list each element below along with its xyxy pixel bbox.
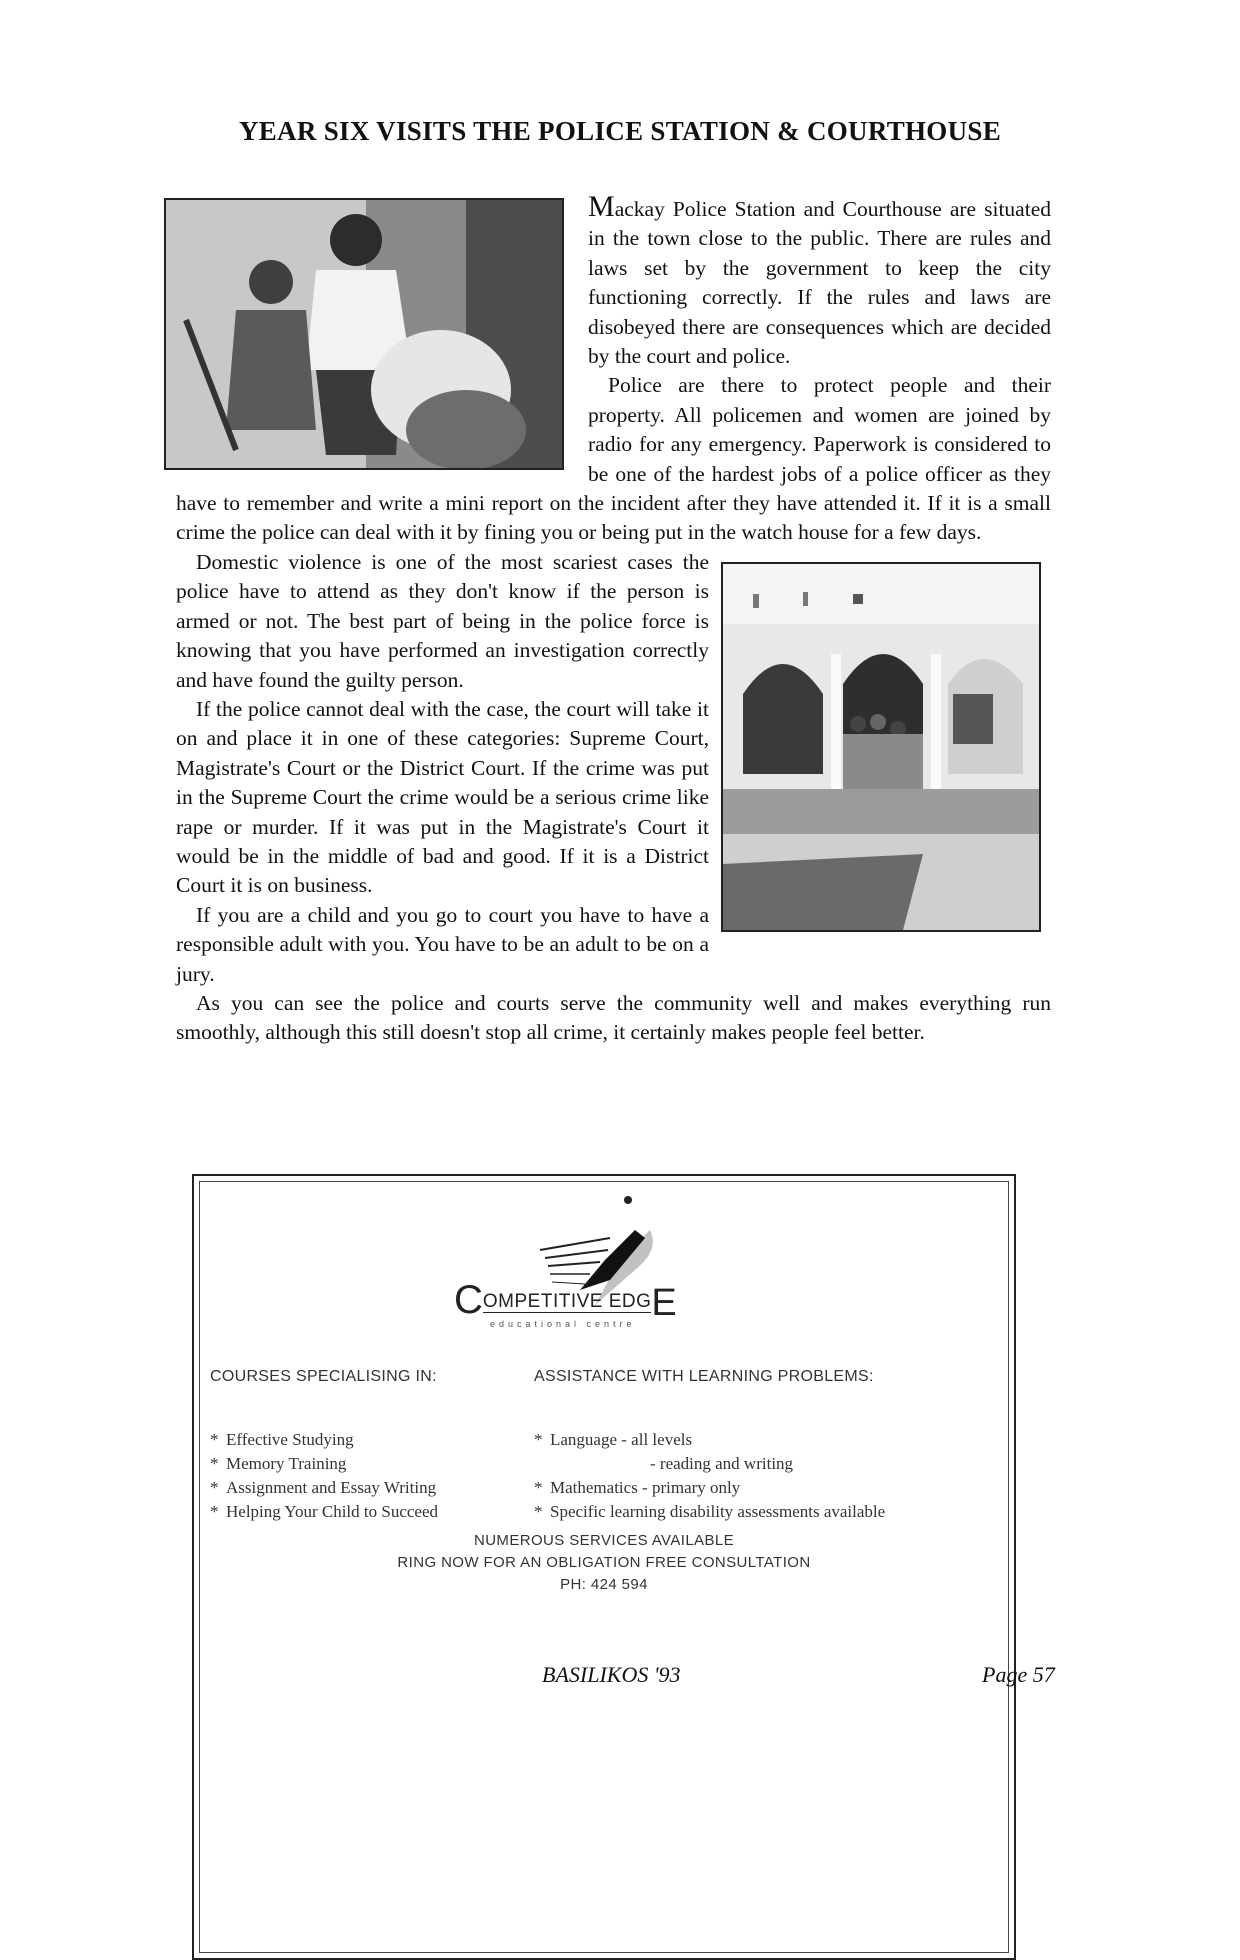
photo-police-officer-with-students	[164, 198, 564, 470]
advertisement-closing	[200, 1530, 1008, 1596]
courses-heading: COURSES SPECIALISING IN:	[210, 1368, 437, 1385]
courses-list	[210, 1428, 438, 1524]
logo-letter-c: C	[454, 1278, 483, 1322]
logo-letter-e: E	[651, 1282, 677, 1324]
consultation-line: RING NOW FOR AN OBLIGATION FREE CONSULTATION	[397, 1554, 811, 1571]
paragraph-6: As you can see the police and courts serve the community well and makes everything run smoothly, although this still doesn't stop all crime, it certainly makes people feel better.	[176, 990, 1051, 1045]
assistance-heading: ASSISTANCE WITH LEARNING PROBLEMS:	[534, 1368, 874, 1385]
paragraph-3: Domestic violence is one of the most scariest cases the police have to attend as they don't know if the person is armed or not. The best part of being in the police force is knowing that you have performed an investigation correctly and have found the guilty person.	[176, 549, 709, 692]
services-line: NUMEROUS SERVICES AVAILABLE	[473, 1532, 735, 1549]
list-item: * Mathematics - primary only	[534, 1476, 885, 1500]
list-item: * Helping Your Child to Succeed	[210, 1500, 438, 1524]
logo-subtitle: educational centre	[490, 1319, 636, 1329]
logo-name: OMPETITIVE EDG	[482, 1291, 652, 1312]
phone-number: PH: 424 594	[560, 1576, 648, 1593]
paragraph-4: If the police cannot deal with the case, the court will take it on and place it in one of these categories: Supreme Court, Magistrate's Court or the District Court. If the crime was put in the Supreme Court the crime would be a serious crime like rape or murder. If it was put in the Magistrate's Court it would be in the middle of bad and good. If it is a District Court it is on business.	[176, 696, 709, 898]
list-item: * Effective Studying	[210, 1428, 438, 1452]
list-item: * Memory Training	[210, 1452, 438, 1476]
paragraph-5: If you are a child and you go to court you have to have a responsible adult with you. You have to be an adult to be on a jury.	[176, 902, 709, 986]
paragraph-1-text: ackay Police Station and Courthouse are situated in the town close to the public. There are rules and laws set by the government to keep the city functioning correctly. If the rules and laws are disobeyed there are consequences which are decided by the court and police.	[588, 197, 1051, 369]
footer-page-number: Page 57	[982, 1662, 1055, 1687]
list-item: * Language - all levels	[534, 1428, 885, 1452]
list-item: * Assignment and Essay Writing	[210, 1476, 438, 1500]
assistance-list	[534, 1428, 885, 1524]
photo-courthouse-group	[721, 562, 1041, 932]
competitive-edge-wordmark	[454, 1278, 677, 1325]
article-title: YEAR SIX VISITS THE POLICE STATION & COURTHOUSE	[238, 116, 1002, 146]
article-body	[176, 192, 1051, 1048]
paragraph-1-dropcap: M	[588, 190, 615, 223]
footer-publication: BASILIKOS '93	[542, 1662, 681, 1687]
advertisement	[199, 1181, 1009, 1953]
list-item: - reading and writing	[650, 1454, 794, 1473]
list-item: * Specific learning disability assessments available	[534, 1500, 885, 1524]
paragraph-2: Police are there to protect people and their property. All policemen and women are joined by radio for any emergency. Paperwork is considered to be one of the hardest jobs of a police officer as they have to remember and write a mini report on the incident after they have attended it. If it is a small crime the police can deal with it by fining you or being put in the watch house for a few days.	[176, 373, 1051, 545]
